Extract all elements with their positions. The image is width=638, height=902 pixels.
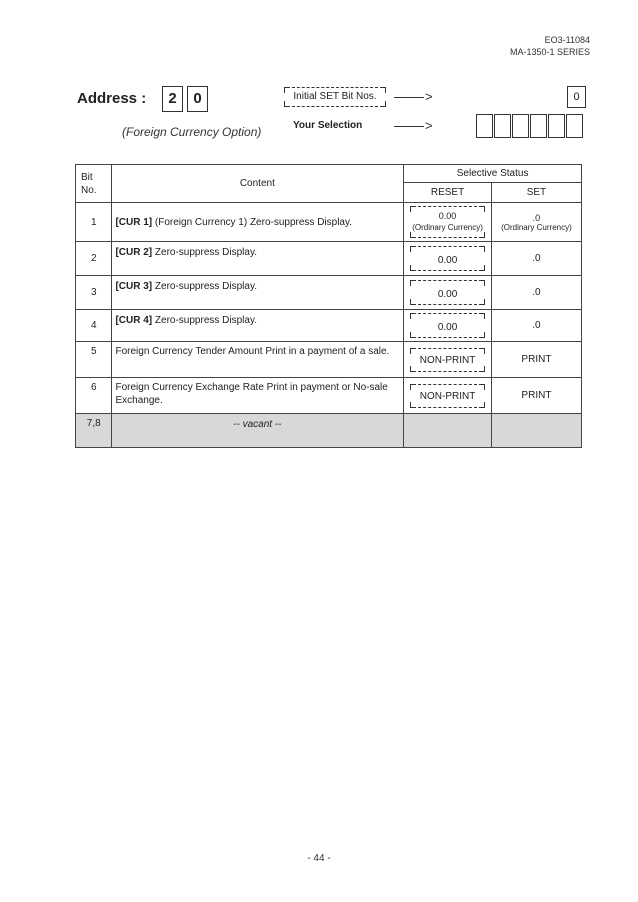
bit-number: 4	[76, 310, 112, 342]
selection-box-6[interactable]	[566, 114, 583, 138]
selection-box-1[interactable]	[476, 114, 493, 138]
selection-box-2[interactable]	[494, 114, 511, 138]
reset-value: 0.00	[404, 310, 492, 342]
bit-description: Foreign Currency Exchange Rate Print in payment or No-sale Exchange.	[112, 378, 404, 414]
set-value: PRINT	[491, 342, 581, 378]
header-content: Content	[112, 165, 404, 203]
table-row	[76, 203, 582, 242]
reset-value: 0.00	[404, 242, 492, 276]
bit-number: 2	[76, 242, 112, 276]
bit-number: 7,8	[76, 414, 112, 448]
bit-number: 3	[76, 276, 112, 310]
set-value: .0	[491, 276, 581, 310]
set-value: .0	[491, 242, 581, 276]
arrow-line-selection	[394, 126, 424, 127]
table-row	[76, 342, 582, 378]
bit-description: [CUR 1] (Foreign Currency 1) Zero-suppress Display.	[112, 203, 404, 242]
bit-description: [CUR 2] Zero-suppress Display.	[112, 242, 404, 276]
selection-box-3[interactable]	[512, 114, 529, 138]
table-row	[76, 378, 582, 414]
bit-description: [CUR 3] Zero-suppress Display.	[112, 276, 404, 310]
set-value-empty	[491, 414, 581, 448]
bit-description: Foreign Currency Tender Amount Print in a payment of a sale.	[112, 342, 404, 378]
address-label: Address :	[77, 90, 147, 107]
set-value: PRINT	[491, 378, 581, 414]
address-subtitle: (Foreign Currency Option)	[122, 125, 262, 139]
initial-set-value-box: 0	[567, 86, 586, 108]
header-selective-status: Selective Status	[404, 165, 582, 183]
address-digit-2: 0	[187, 86, 208, 112]
document-id: EO3-11084	[544, 35, 590, 45]
set-value: .0 (Ordinary Currency)	[491, 203, 581, 242]
bit-number: 1	[76, 203, 112, 242]
reset-value: 0.00 (Ordinary Currency)	[404, 203, 492, 242]
bit-description: [CUR 4] Zero-suppress Display.	[112, 310, 404, 342]
selection-box-5[interactable]	[548, 114, 565, 138]
reset-value-empty	[404, 414, 492, 448]
bit-number: 6	[76, 378, 112, 414]
bit-number: 5	[76, 342, 112, 378]
table-row	[76, 276, 582, 310]
reset-value: 0.00	[404, 276, 492, 310]
arrow-right-icon: >	[425, 118, 433, 133]
page-number: - 44 -	[307, 853, 331, 864]
reset-value: NON-PRINT	[404, 378, 492, 414]
address-digit-1: 2	[162, 86, 183, 112]
initial-set-label-box	[284, 90, 386, 104]
bit-settings-table	[75, 164, 582, 448]
set-value: .0	[491, 310, 581, 342]
arrow-line-initial	[394, 97, 424, 98]
document-series: MA-1350-1 SERIES	[509, 47, 590, 57]
header-set: SET	[491, 183, 581, 203]
initial-set-label: Initial SET Bit Nos.	[293, 91, 377, 102]
header-reset: RESET	[404, 183, 492, 203]
table-row	[76, 310, 582, 342]
your-selection-label: Your Selection	[293, 120, 363, 131]
selection-box-4[interactable]	[530, 114, 547, 138]
table-row-vacant	[76, 414, 582, 448]
arrow-right-icon: >	[425, 89, 433, 104]
reset-value: NON-PRINT	[404, 342, 492, 378]
header-bit-no: Bit No.	[76, 165, 112, 203]
vacant-label: -- vacant --	[112, 414, 404, 448]
table-row	[76, 242, 582, 276]
